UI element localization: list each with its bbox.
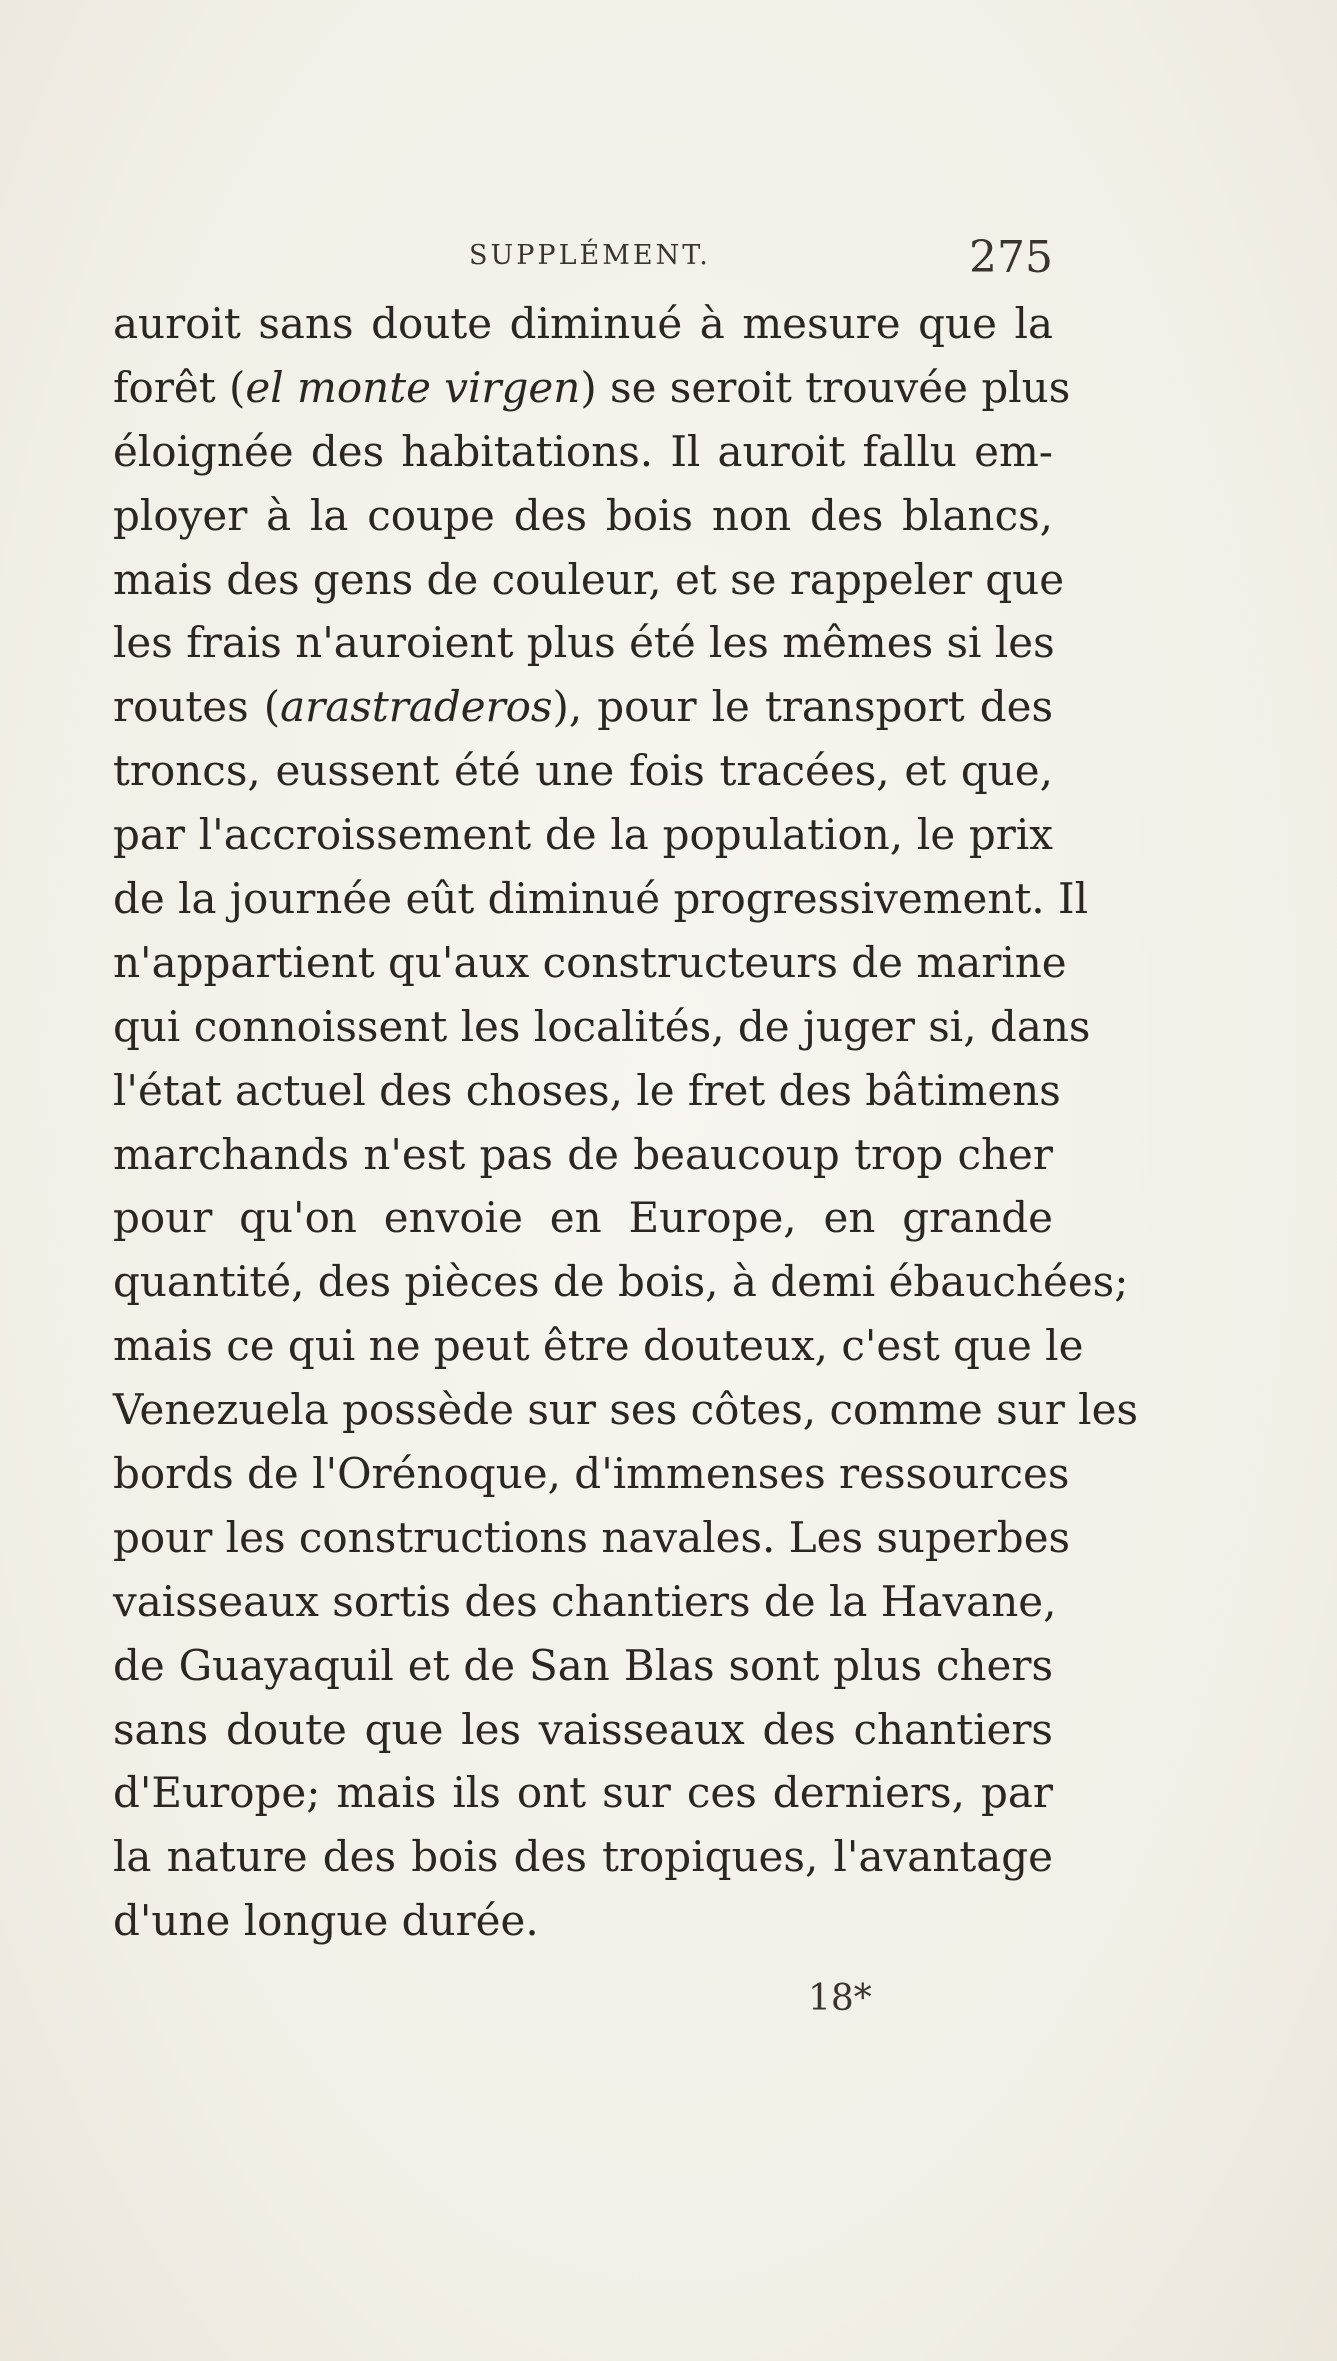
- text-line: [113, 1186, 1053, 1250]
- text-line: [113, 292, 1053, 356]
- text-line: [113, 931, 1067, 995]
- text-line: [113, 1059, 1061, 1123]
- italic-term: el monte virgen: [245, 362, 581, 412]
- running-head: SUPPLÉMENT.: [469, 240, 711, 271]
- italic-term: arastraderos: [280, 682, 553, 732]
- text-segment: marchands n'est pas de beaucoup trop cher: [113, 1129, 1053, 1179]
- text-line: [113, 484, 1053, 548]
- text-segment: forêt (: [113, 362, 246, 412]
- text-line: [113, 1825, 1053, 1889]
- text-line: [113, 1570, 1057, 1634]
- text-line: [113, 1634, 1053, 1698]
- text-segment: les frais n'auroient plus été les mêmes si les: [113, 618, 1055, 668]
- text-segment: ployer à la coupe des bois non des blancs,: [113, 490, 1053, 540]
- text-line: [113, 1761, 1053, 1825]
- text-segment: n'appartient qu'aux constructeurs de marine: [113, 937, 1067, 987]
- text-segment: mais ce qui ne peut être douteux, c'est que le: [113, 1321, 1084, 1371]
- text-segment: éloignée des habitations. Il auroit fallu em-: [113, 426, 1053, 476]
- text-line: [113, 1506, 1071, 1570]
- text-segment: de la journée eût diminué progressivement. Il: [113, 874, 1089, 924]
- text-segment: pour qu'on envoie en Europe, en grande: [113, 1193, 1053, 1243]
- text-line: [113, 1123, 1053, 1187]
- page-number: 275: [969, 232, 1053, 283]
- body-text: [113, 292, 1139, 1953]
- text-segment: auroit sans doute diminué à mesure que la: [113, 299, 1053, 348]
- text-segment: routes (: [113, 682, 281, 732]
- text-line: [113, 1314, 1084, 1378]
- text-segment: ) se seroit trouvée plus: [580, 362, 1071, 412]
- text-segment: sans doute que les vaisseaux des chantiers: [113, 1704, 1053, 1754]
- text-line: [113, 867, 1089, 931]
- text-line: [113, 995, 1091, 1059]
- text-segment: vaisseaux sortis des chantiers de la Havane,: [113, 1576, 1057, 1626]
- text-line: [113, 548, 1065, 612]
- text-line: [113, 1250, 1129, 1314]
- text-segment: mais des gens de couleur, et se rappeler que: [113, 554, 1065, 604]
- text-segment: par l'accroissement de la population, le prix: [113, 810, 1053, 860]
- text-line: [113, 675, 1053, 739]
- text-segment: Venezuela possède sur ses côtes, comme sur les: [113, 1385, 1139, 1435]
- text-segment: troncs, eussent été une fois tracées, et que,: [113, 746, 1053, 796]
- text-segment: d'une longue durée.: [113, 1896, 539, 1946]
- text-line: [113, 1698, 1053, 1762]
- text-segment: la nature des bois des tropiques, l'avantage: [113, 1832, 1053, 1882]
- text-line: [113, 803, 1053, 867]
- text-line: [113, 356, 1071, 420]
- text-line: [113, 739, 1053, 803]
- text-segment: bords de l'Orénoque, d'immenses ressources: [113, 1449, 1070, 1499]
- text-segment: d'Europe; mais ils ont sur ces derniers, par: [113, 1768, 1053, 1818]
- page-header: [113, 232, 1053, 292]
- text-line: [113, 420, 1053, 484]
- text-line: [113, 611, 1053, 675]
- signature-mark: 18*: [808, 1978, 872, 2019]
- text-segment: qui connoissent les localités, de juger si, dans: [113, 1001, 1091, 1051]
- text-segment: l'état actuel des choses, le fret des bâtimens: [113, 1065, 1061, 1115]
- text-segment: pour les constructions navales. Les superbes: [113, 1512, 1071, 1562]
- text-segment: quantité, des pièces de bois, à demi ébauchées;: [113, 1257, 1129, 1307]
- text-segment: de Guayaquil et de San Blas sont plus chers: [113, 1640, 1053, 1690]
- text-line: [113, 1378, 1139, 1442]
- text-line: [113, 1442, 1070, 1506]
- text-line: [113, 1889, 1053, 1953]
- text-segment: ), pour le transport des: [552, 682, 1053, 732]
